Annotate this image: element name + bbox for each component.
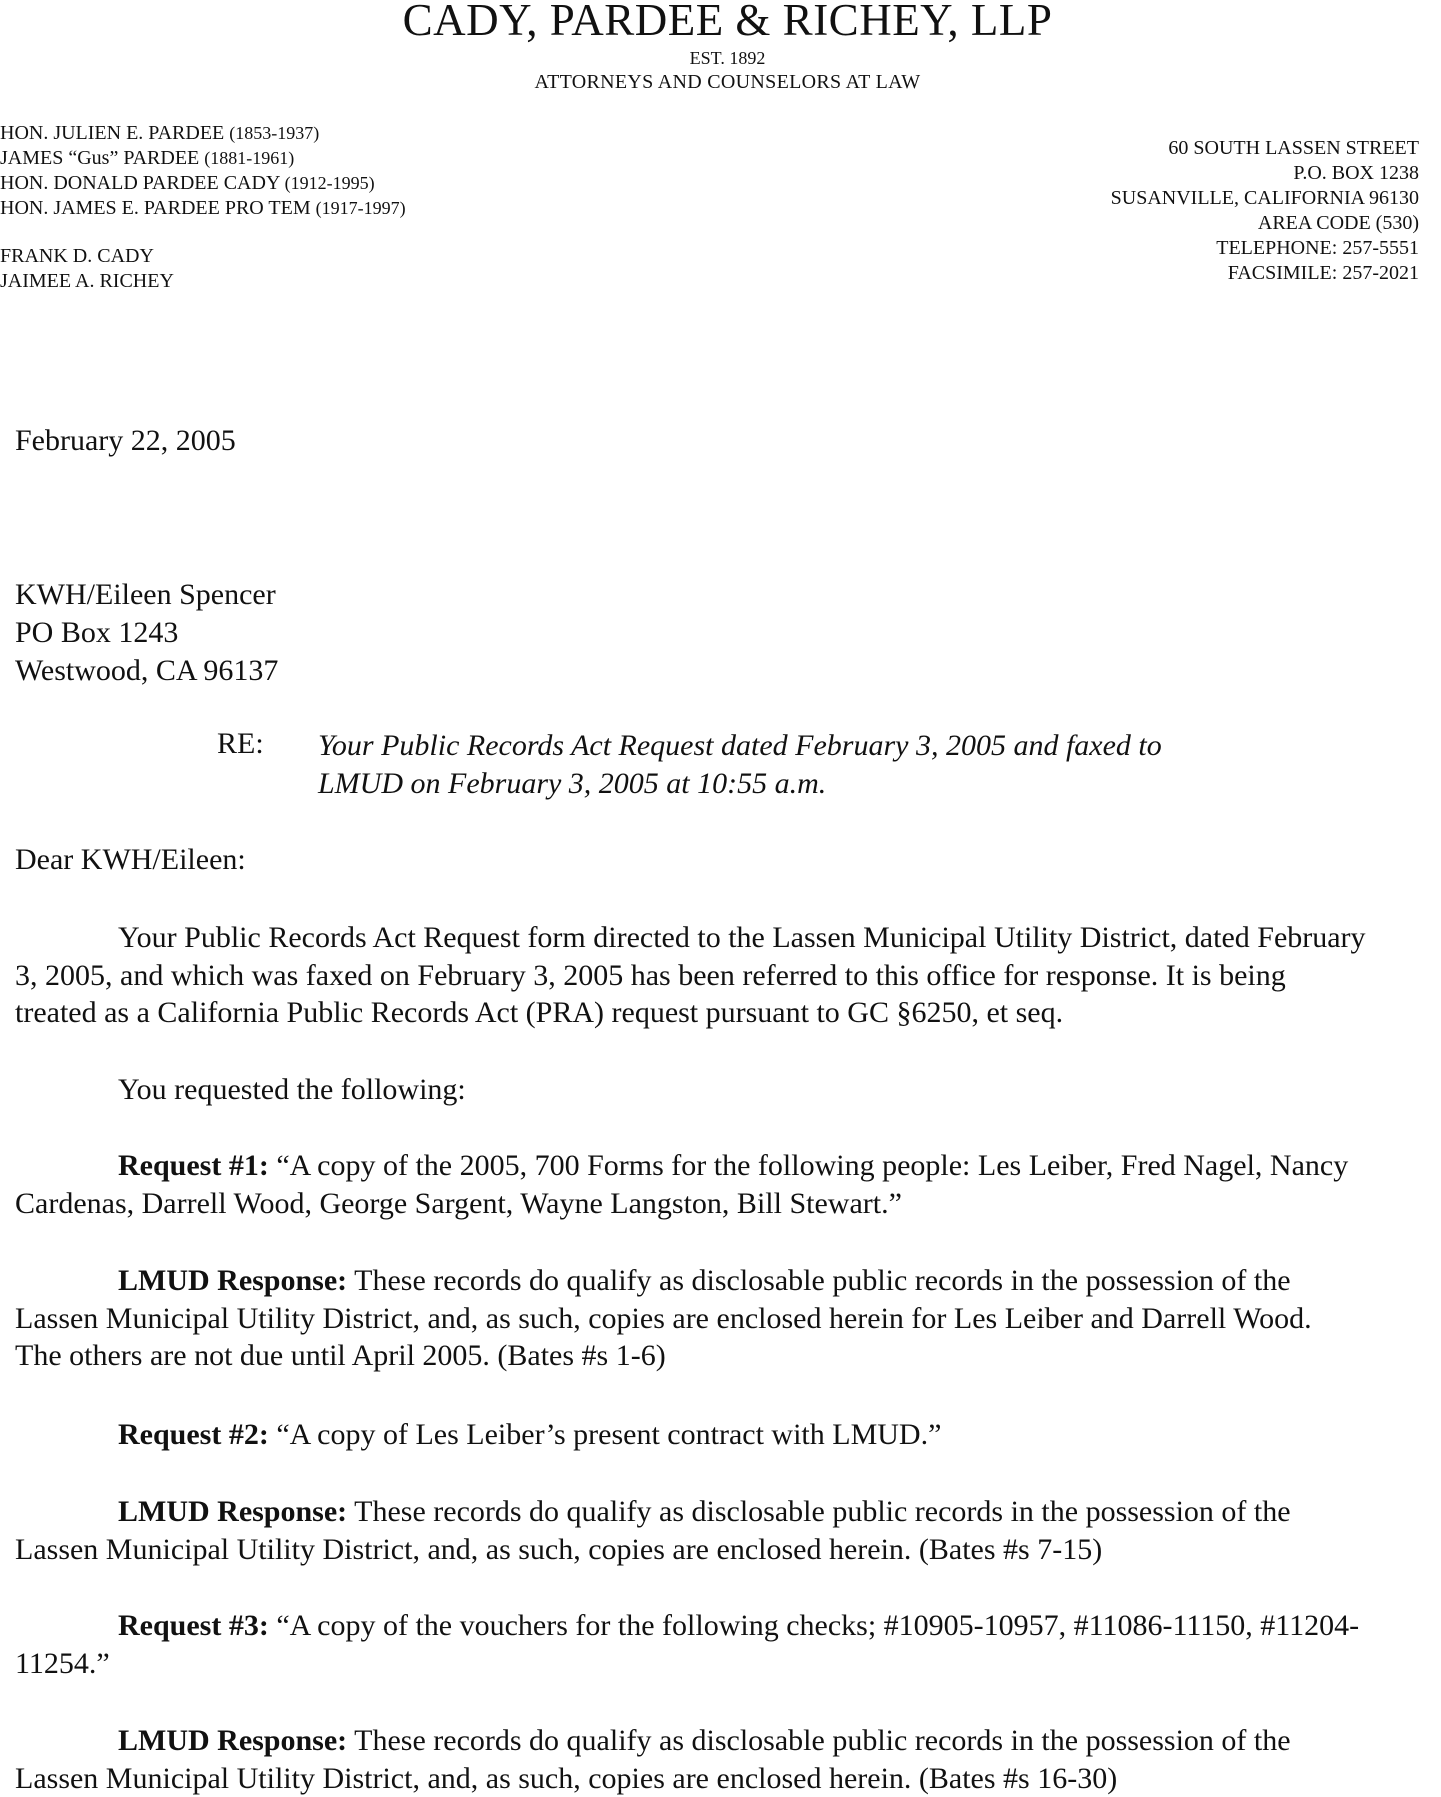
address-line: SUSANVILLE, CALIFORNIA 96130 [1111, 186, 1419, 211]
paragraph-line: 3, 2005, and which was faxed on February 3, 2005 has been referred to this office for response. It is being [15, 957, 1366, 995]
paragraph-line: Request #2: “A copy of Les Leiber’s present contract with LMUD.” [15, 1416, 941, 1454]
response-label: LMUD Response: [118, 1724, 347, 1757]
address-line: P.O. BOX 1238 [1111, 161, 1419, 186]
historic-partner: HON. JAMES E. PARDEE PRO TEM (1917-1997) [0, 196, 406, 221]
request-label: Request #2: [118, 1418, 269, 1451]
re-line: LMUD on February 3, 2005 at 10:55 a.m. [318, 765, 1162, 803]
paragraph-line: You requested the following: [15, 1071, 466, 1109]
response-label: LMUD Response: [118, 1495, 347, 1528]
response-2 [15, 1493, 1291, 1568]
current-partner: FRANK D. CADY [0, 244, 406, 269]
response-label: LMUD Response: [118, 1264, 347, 1297]
partners-list [0, 121, 406, 294]
historic-partner: HON. JULIEN E. PARDEE (1853-1937) [0, 121, 406, 146]
firm-name: CADY, PARDEE & RICHEY, LLP [0, 0, 1441, 46]
historic-partner: JAMES “Gus” PARDEE (1881-1961) [0, 146, 406, 171]
requested-paragraph [15, 1071, 466, 1109]
address-line: TELEPHONE: 257-5551 [1111, 236, 1419, 261]
paragraph-line: LMUD Response: These records do qualify as disclosable public records in the possession of the [15, 1722, 1291, 1760]
address-line: 60 SOUTH LASSEN STREET [1111, 136, 1419, 161]
response-1 [15, 1262, 1312, 1375]
request-label: Request #1: [118, 1149, 269, 1182]
recipient-line: Westwood, CA 96137 [15, 652, 278, 690]
firm-tagline: ATTORNEYS AND COUNSELORS AT LAW [0, 71, 1441, 94]
letter-date: February 22, 2005 [15, 424, 236, 458]
paragraph-line: Lassen Municipal Utility District, and, as such, copies are enclosed herein. (Bates #s 7-15) [15, 1531, 1291, 1569]
recipient-line: PO Box 1243 [15, 614, 278, 652]
historic-partner: HON. DONALD PARDEE CADY (1912-1995) [0, 171, 406, 196]
request-2 [15, 1416, 941, 1454]
re-label: RE: [217, 727, 264, 761]
re-subject [318, 727, 1162, 803]
request-3 [15, 1607, 1359, 1682]
salutation: Dear KWH/Eileen: [15, 843, 246, 877]
paragraph-line: Lassen Municipal Utility District, and, as such, copies are enclosed herein. (Bates #s 16-30) [15, 1760, 1291, 1797]
partners-spacer [0, 221, 406, 244]
paragraph-line: treated as a California Public Records Act (PRA) request pursuant to GC §6250, et seq. [15, 994, 1366, 1032]
re-line: Your Public Records Act Request dated February 3, 2005 and faxed to [318, 727, 1162, 765]
request-label: Request #3: [118, 1609, 269, 1642]
paragraph-line: LMUD Response: These records do qualify as disclosable public records in the possession of the [15, 1493, 1291, 1531]
firm-address [1111, 136, 1419, 286]
request-1 [15, 1147, 1348, 1222]
paragraph-line: Request #3: “A copy of the vouchers for the following checks; #10905-10957, #11086-11150, #11204- [15, 1607, 1359, 1645]
paragraph-line: 11254.” [15, 1645, 1359, 1683]
paragraph-line: Cardenas, Darrell Wood, George Sargent, Wayne Langston, Bill Stewart.” [15, 1185, 1348, 1223]
recipient-block [15, 576, 278, 690]
address-line: FACSIMILE: 257-2021 [1111, 261, 1419, 286]
current-partner: JAIMEE A. RICHEY [0, 269, 406, 294]
paragraph-line: Lassen Municipal Utility District, and, as such, copies are enclosed herein for Les Leiber and Darrell Wood. [15, 1300, 1312, 1338]
recipient-line: KWH/Eileen Spencer [15, 576, 278, 614]
firm-established: EST. 1892 [0, 48, 1441, 69]
paragraph-line: LMUD Response: These records do qualify as disclosable public records in the possession of the [15, 1262, 1312, 1300]
paragraph-line: Request #1: “A copy of the 2005, 700 Forms for the following people: Les Leiber, Fred Nagel, Nancy [15, 1147, 1348, 1185]
intro-paragraph [15, 919, 1366, 1032]
address-line: AREA CODE (530) [1111, 211, 1419, 236]
response-3 [15, 1722, 1291, 1797]
paragraph-line: The others are not due until April 2005. (Bates #s 1-6) [15, 1337, 1312, 1375]
paragraph-line: Your Public Records Act Request form directed to the Lassen Municipal Utility District, dated February [15, 919, 1366, 957]
